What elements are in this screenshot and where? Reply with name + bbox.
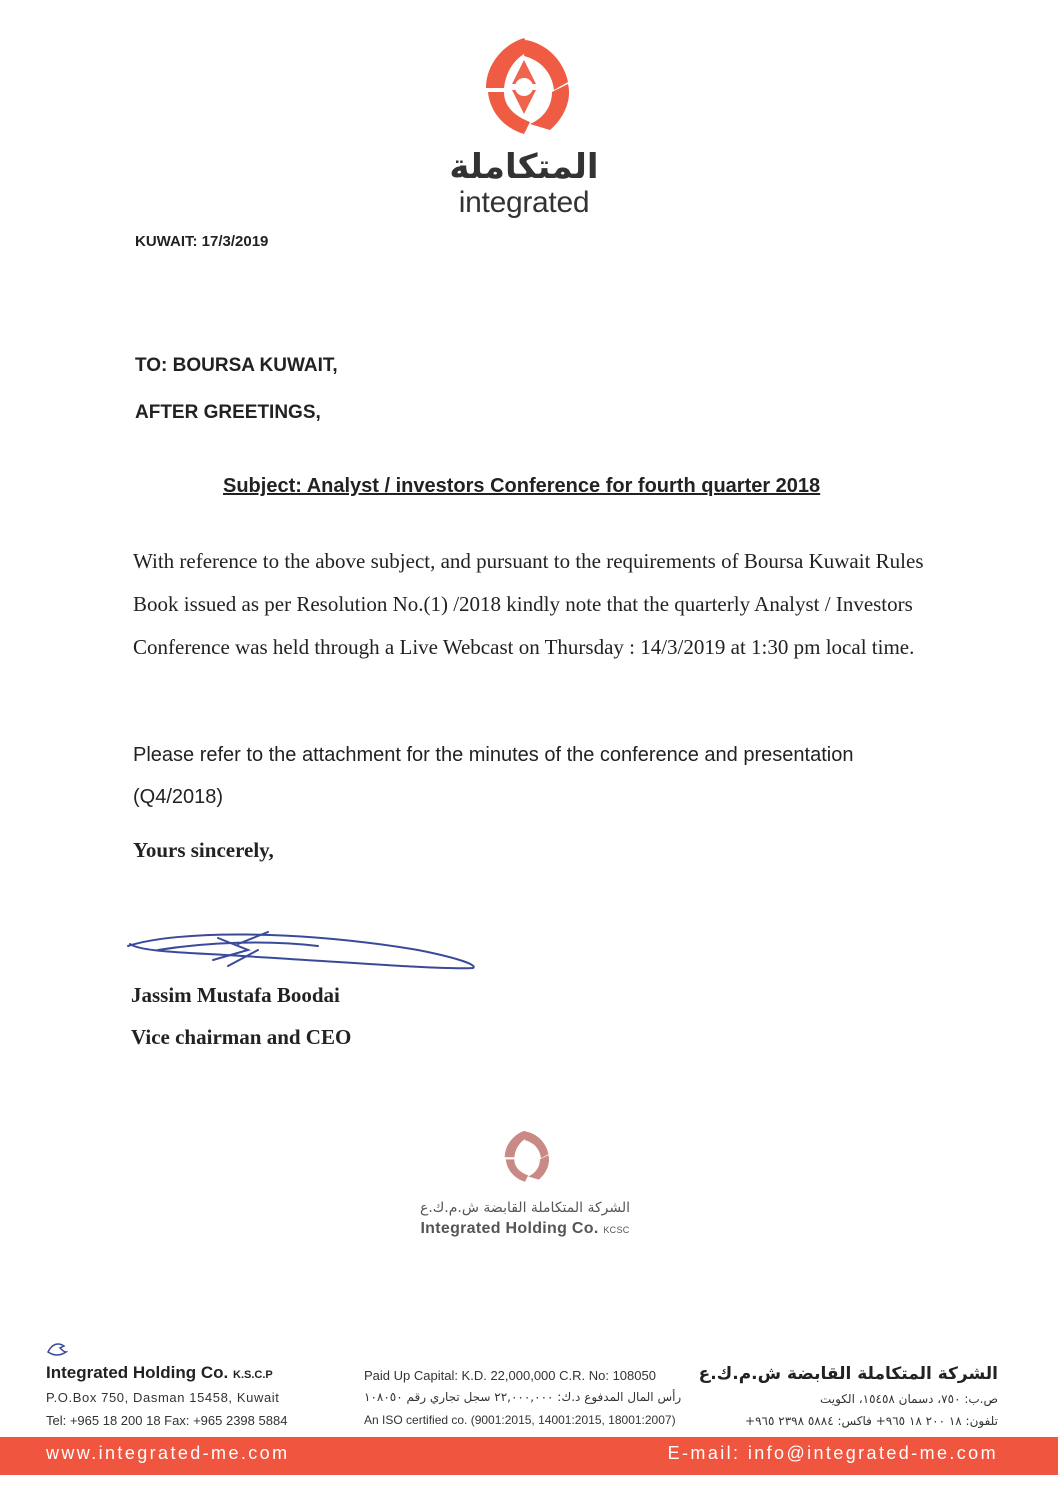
footer-email-link[interactable]: E-mail: info@integrated-me.com — [667, 1443, 998, 1463]
body-paragraph-1: With reference to the above subject, and pursuant to the requirements of Boursa Kuwait Rules Book issued as per Resolution No.(1) /2018 kindly note that the quarterly Analyst / Investors Conference was held through a Live Webcast on Thursday : 14/3/2019 at 1:30 pm local time. — [133, 549, 924, 659]
footer-contact-bar — [0, 1437, 1058, 1475]
stamp-swirl-icon — [493, 1125, 557, 1189]
greeting-line: AFTER GREETINGS, — [135, 402, 321, 423]
footer-company-name-arabic: الشركة المتكاملة القابضة ش.م.ك.ع — [698, 1364, 998, 1384]
letter-date: KUWAIT: 17/3/2019 — [135, 233, 269, 250]
signer-title: Vice chairman and CEO — [131, 1025, 352, 1049]
closing-line: Yours sincerely, — [133, 838, 274, 862]
footer-website-link[interactable]: www.integrated-me.com — [46, 1443, 290, 1463]
subject-line: Subject: Analyst / investors Conference for fourth quarter 2018 — [223, 475, 821, 497]
footer-bird-icon — [46, 1340, 68, 1360]
company-stamp — [400, 1125, 650, 1238]
signer-name: Jassim Mustafa Boodai — [131, 983, 340, 1007]
stamp-english-text: Integrated Holding Co. KCSC — [420, 1220, 630, 1237]
logo-arabic-text: المتكاملة — [449, 147, 599, 187]
footer-tel-arabic: تلفون: ١٨ ٢٠٠ ١٨ ٩٦٥+ فاكس: ٥٨٨٤ ٢٣٩٨ ٩٦٥+ — [745, 1414, 998, 1428]
footer-po-box: P.O.Box 750, Dasman 15458, Kuwait — [46, 1390, 280, 1405]
letter-footer — [0, 1340, 1058, 1495]
footer-company-name: Integrated Holding Co. K.S.C.P — [46, 1363, 273, 1382]
footer-capital-arabic: رأس المال المدفوع د.ك: ٢٢,٠٠٠,٠٠٠ سجل تجاري رقم ١٠٨٠٥٠ — [364, 1390, 682, 1404]
integrated-swirl-icon — [464, 30, 584, 145]
logo-english-text: integrated — [458, 186, 590, 219]
footer-capital: Paid Up Capital: K.D. 22,000,000 C.R. No: 108050 — [364, 1368, 656, 1383]
recipient-line: TO: BOURSA KUWAIT, — [135, 355, 338, 376]
stamp-arabic-text: الشركة المتكاملة القابضة ش.م.ك.ع — [419, 1200, 631, 1216]
company-logo — [440, 30, 608, 219]
footer-tel-fax: Tel: +965 18 200 18 Fax: +965 2398 5884 — [46, 1413, 288, 1428]
footer-iso: An ISO certified co. (9001:2015, 14001:2015, 18001:2007) — [364, 1413, 676, 1427]
body-paragraph-2: Please refer to the attachment for the minutes of the conference and presentation (Q4/2018) — [133, 744, 854, 808]
handwritten-signature — [118, 920, 488, 985]
footer-address-arabic: ص.ب: ٧٥٠، دسمان ١٥٤٥٨، الكويت — [819, 1392, 998, 1406]
